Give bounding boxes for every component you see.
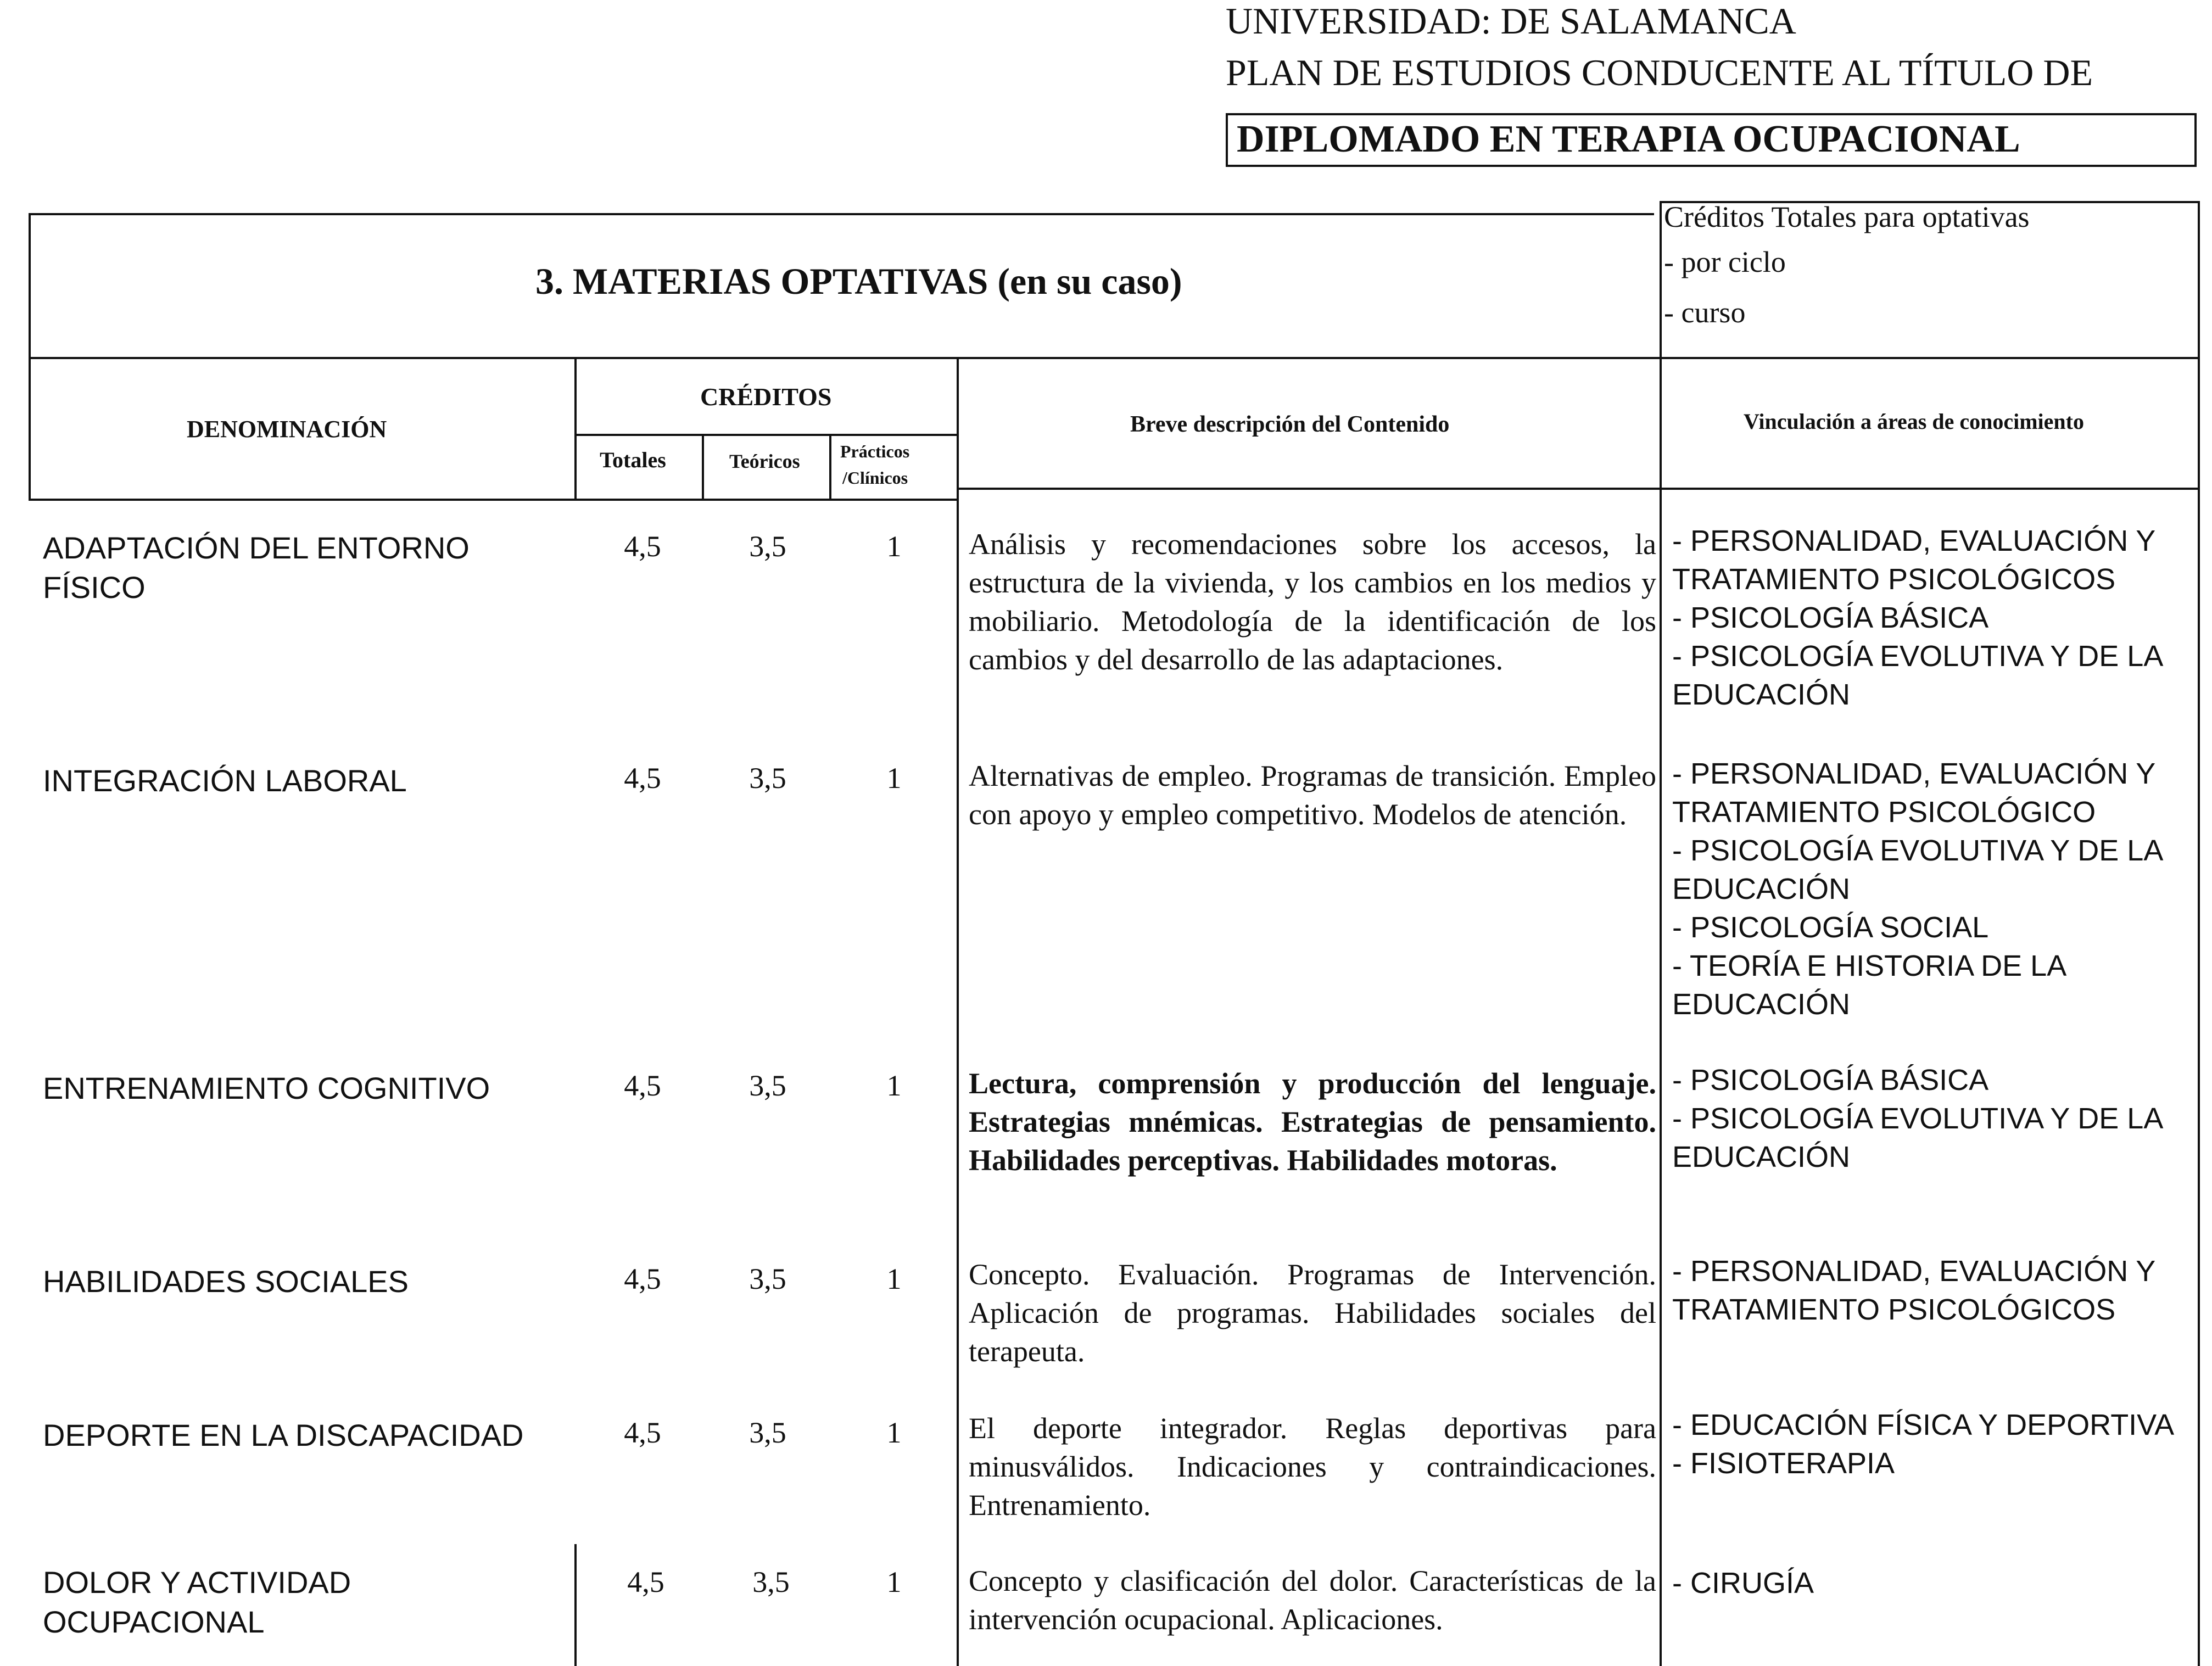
area-line: - CIRUGÍA — [1672, 1567, 1814, 1600]
section-title: 3. MATERIAS OPTATIVAS (en su caso) — [535, 260, 1182, 302]
knowledge-areas — [1672, 1252, 2199, 1329]
col-header-description: Breve descripción del Contenido — [1130, 412, 1450, 437]
credits-practice: 1 — [886, 1069, 902, 1102]
knowledge-areas — [1672, 1061, 2199, 1176]
col-header-areas: Vinculación a áreas de conocimiento — [1744, 409, 2084, 434]
credits-theory: 3,5 — [749, 1262, 786, 1295]
col-header-clinical: /Clínicos — [842, 468, 908, 488]
credits-totals: 4,5 — [624, 1069, 661, 1102]
credits-theory: 3,5 — [749, 530, 786, 563]
credits-practice: 1 — [886, 530, 902, 563]
col-header-practice: Prácticos — [840, 441, 910, 461]
university-name: UNIVERSIDAD: DE SALAMANCA — [1226, 0, 1796, 42]
subject-name: INTEGRACIÓN LABORAL — [43, 763, 407, 798]
subject-description: Alternativas de empleo. Programas de transición. Empleo con apoyo y empleo competitivo. Modelos de atención. — [969, 759, 1656, 831]
subject-name: DOLOR Y ACTIVIDAD OCUPACIONAL — [43, 1565, 351, 1639]
subject-name: DEPORTE EN LA DISCAPACIDAD — [43, 1418, 524, 1452]
credits-theory: 3,5 — [749, 1069, 786, 1102]
area-line: EDUCACIÓN — [1672, 873, 1851, 905]
credits-totals: 4,5 — [624, 762, 661, 795]
credits-practice: 1 — [886, 1262, 902, 1295]
area-line: EDUCACIÓN — [1672, 988, 1851, 1021]
credits-practice: 1 — [886, 762, 902, 795]
area-line: - PSICOLOGÍA BÁSICA — [1672, 601, 1989, 634]
area-line: TRATAMIENTO PSICOLÓGICOS — [1672, 563, 2116, 596]
area-line: - PSICOLOGÍA BÁSICA — [1672, 1064, 1989, 1097]
subject-description: Concepto y clasificación del dolor. Características de la intervención ocupacional. Aplicaciones. — [969, 1564, 1656, 1636]
degree-title-box — [1226, 113, 2197, 167]
col-header-totals: Totales — [600, 448, 666, 472]
credits-totals: 4,5 — [624, 1262, 661, 1295]
area-line: TRATAMIENTO PSICOLÓGICOS — [1672, 1293, 2116, 1326]
col-header-theory: Teóricos — [729, 450, 800, 472]
col-header-name: DENOMINACIÓN — [187, 416, 387, 443]
knowledge-areas — [1672, 754, 2199, 1024]
area-line: - PSICOLOGÍA EVOLUTIVA Y DE LA — [1672, 640, 2164, 673]
subject-description: Concepto. Evaluación. Programas de Intervención. Aplicación de programas. Habilidades sociales del terapeuta. — [969, 1258, 1656, 1368]
subject-name: ENTRENAMIENTO COGNITIVO — [43, 1071, 490, 1105]
area-line: EDUCACIÓN — [1672, 678, 1851, 711]
area-line: TRATAMIENTO PSICOLÓGICO — [1672, 796, 2096, 829]
area-line: - PERSONALIDAD, EVALUACIÓN Y — [1672, 757, 2156, 790]
credits-theory: 3,5 — [752, 1566, 790, 1598]
credits-theory: 3,5 — [749, 762, 786, 795]
degree-title: DIPLOMADO EN TERAPIA OCUPACIONAL — [1237, 118, 2020, 160]
knowledge-areas — [1672, 1406, 2199, 1483]
knowledge-areas — [1672, 1564, 2199, 1602]
credits-practice: 1 — [886, 1566, 902, 1598]
area-line: - EDUCACIÓN FÍSICA Y DEPORTIVA — [1672, 1408, 2175, 1441]
area-line: - PSICOLOGÍA EVOLUTIVA Y DE LA — [1672, 834, 2164, 867]
credits-totals: 4,5 — [624, 530, 661, 563]
subject-name: ADAPTACIÓN DEL ENTORNO FÍSICO — [43, 530, 470, 605]
subject-name: HABILIDADES SOCIALES — [43, 1264, 409, 1299]
area-line: - PERSONALIDAD, EVALUACIÓN Y — [1672, 524, 2156, 557]
credits-practice: 1 — [886, 1416, 902, 1449]
subject-description: Análisis y recomendaciones sobre los accesos, la estructura de la vivienda, y los cambios en los medios y mobiliario. Metodología de la identificación de los cambios y del desarrollo de las adaptaciones. — [969, 528, 1656, 676]
credits-totals: 4,5 — [627, 1566, 664, 1598]
area-line: - TEORÍA E HISTORIA DE LA — [1672, 949, 2067, 982]
credits-note-line: - curso — [1664, 296, 1746, 329]
area-line: - FISIOTERAPIA — [1672, 1447, 1895, 1480]
knowledge-areas — [1672, 522, 2199, 714]
credits-note-line: - por ciclo — [1664, 245, 1786, 278]
subject-description: El deporte integrador. Reglas deportivas para minusválidos. Indicaciones y contraindicaciones. Entrenamiento. — [969, 1412, 1656, 1522]
subject-description: Lectura, comprensión y producción del lenguaje. Estrategias mnémicas. Estrategias de pensamiento. Habilidades perceptivas. Habilidades motoras. — [969, 1067, 1656, 1177]
area-line: - PSICOLOGÍA SOCIAL — [1672, 911, 1989, 944]
area-line: EDUCACIÓN — [1672, 1141, 1851, 1173]
plan-title: PLAN DE ESTUDIOS CONDUCENTE AL TÍTULO DE — [1226, 52, 2093, 93]
col-header-credits: CRÉDITOS — [700, 383, 832, 411]
area-line: - PERSONALIDAD, EVALUACIÓN Y — [1672, 1255, 2156, 1288]
credits-note-line: Créditos Totales para optativas — [1664, 200, 2030, 233]
credits-theory: 3,5 — [749, 1416, 786, 1449]
area-line: - PSICOLOGÍA EVOLUTIVA Y DE LA — [1672, 1102, 2164, 1135]
credits-totals: 4,5 — [624, 1416, 661, 1449]
